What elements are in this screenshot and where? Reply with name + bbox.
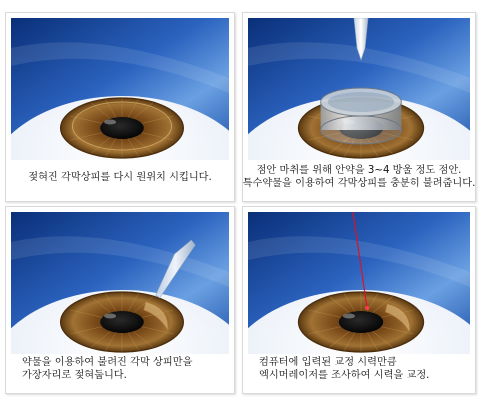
caption-line: 컴퓨터에 입력된 교정 시력만큼 [259, 357, 397, 368]
caption-line: 가장자리로 젖혀둡니다. [22, 370, 127, 381]
eye-illustration [248, 212, 470, 354]
caption-line: 점안 마취를 위해 안약을 3~4 방울 정도 점안. [256, 165, 462, 176]
caption-line: 특수약물을 이용하여 각막상피를 충분히 불려줍니다. [242, 178, 476, 189]
eye-illustration [248, 18, 470, 160]
step-caption [12, 159, 228, 195]
caption-line: 약물을 이용하여 불려진 각막 상피만을 [22, 357, 193, 368]
step-panel-flap-repositioning [5, 12, 235, 202]
step-panel-anesthesia-and-protection [242, 12, 476, 202]
corneal-well-ring-icon [321, 88, 402, 144]
step-caption [242, 159, 476, 195]
caption-line: 젖혀진 각막상피를 다시 원위치 시킵니다. [28, 171, 212, 183]
step-panel-excimer-laser [242, 206, 476, 394]
step-caption [12, 351, 228, 387]
step-panel-epithelium-removal [5, 206, 235, 394]
eye-illustration [11, 212, 229, 354]
caption-line: 엑시머레이저를 조사하여 시력을 교정. [259, 370, 430, 381]
eye-illustration [11, 18, 229, 160]
step-caption [249, 351, 469, 387]
